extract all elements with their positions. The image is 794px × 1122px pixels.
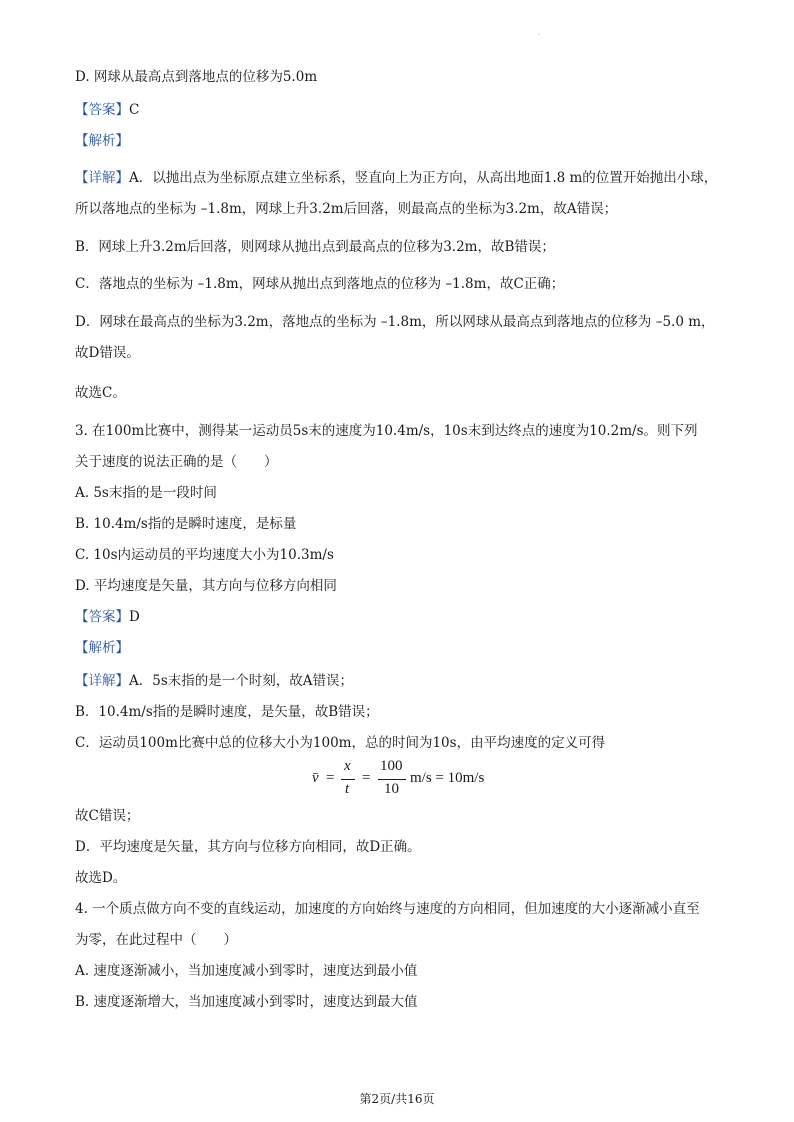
text-line-q3-optD — [75, 576, 337, 596]
line-text: A. 5s末指的是一段时间 — [75, 485, 217, 501]
formula-lhs: v̄ — [312, 770, 319, 786]
text-line-q2-optD — [75, 67, 317, 87]
line-text: 故选D。 — [75, 870, 127, 886]
text-line-q3-answer — [75, 607, 140, 627]
line-text: D．平均速度是矢量，其方向与位移方向相同，故D正确。 — [75, 839, 421, 855]
section-label: 【答案】 — [75, 609, 129, 625]
line-text: 故C错误； — [75, 808, 140, 824]
line-text: B. 速度逐渐增大，当加速度减小到零时，速度达到最大值 — [75, 994, 418, 1010]
line-text: 3. 在100m比赛中，测得某一运动员5s末的速度为10.4m/s，10s末到达终点的速度为10.2m/s。则下列 — [75, 423, 698, 439]
text-line-q2-answer — [75, 100, 139, 120]
text-line-q3-d4 — [75, 806, 139, 826]
line-text: D．网球在最高点的坐标为3.2m，落地点的坐标为 –1.8m，所以网球从最高点到落地点的位移为 –5.0 m， — [75, 314, 715, 330]
formula-frac2-den: 10 — [384, 781, 399, 797]
page-footer: 第2页/共16页 — [359, 1092, 435, 1106]
line-text: B．10.4m/s指的是瞬时速度，是矢量，故B错误； — [75, 704, 379, 720]
formula-frac1-num: x — [344, 758, 351, 774]
text-line-q3-stem2 — [75, 452, 278, 472]
line-text: C．运动员100m比赛中总的位移大小为100m，总的时间为10s，由平均速度的定义可得 — [75, 735, 606, 751]
section-label: 【解析】 — [75, 133, 129, 149]
text-line-q2-d2 — [75, 199, 617, 219]
formula-eq1: = — [326, 770, 335, 786]
text-line-q4-optA — [75, 961, 417, 981]
text-line-q2-d3 — [75, 237, 555, 257]
fraction-bar — [341, 779, 355, 780]
text-line-q3-optA — [75, 483, 217, 503]
text-line-q3-stem1 — [75, 421, 698, 441]
line-text: 4. 一个质点做方向不变的直线运动，加速度的方向始终与速度的方向相同，但加速度的大小逐渐减小直至 — [75, 901, 700, 917]
text-line-q3-d5 — [75, 837, 421, 857]
line-text: 故D错误。 — [75, 345, 140, 361]
text-line-q2-d5 — [75, 312, 715, 332]
line-text: C — [129, 102, 140, 118]
text-line-q3-optC — [75, 545, 334, 565]
average-velocity-formula — [312, 760, 502, 800]
text-line-q2-d4 — [75, 274, 564, 294]
text-line-q3-d3 — [75, 733, 605, 753]
formula-rhs: m/s = 10m/s — [410, 770, 485, 786]
text-line-q3-d1 — [75, 671, 353, 691]
line-text: C. 10s内运动员的平均速度大小为10.3m/s — [75, 547, 334, 563]
line-text: A．以抛出点为坐标原点建立坐标系，竖直向上为正方向，从高出地面1.8 m的位置开始抛出小球， — [129, 170, 718, 186]
fraction-bar — [378, 779, 406, 780]
text-line-q4-stem1 — [75, 899, 700, 919]
text-line-q3-d2 — [75, 702, 379, 722]
line-text: B. 10.4m/s指的是瞬时速度，是标量 — [75, 516, 297, 532]
line-text: B．网球上升3.2m后回落，则网球从抛出点到最高点的位移为3.2m，故B错误； — [75, 239, 555, 255]
line-text: A．5s末指的是一个时刻，故A错误； — [129, 673, 354, 689]
text-line-q2-analysis — [75, 131, 129, 151]
formula-eq2: = — [362, 770, 371, 786]
text-line-q3-optB — [75, 514, 296, 534]
line-text: D — [129, 609, 140, 625]
text-line-q2-d1 — [75, 168, 717, 188]
text-line-q2-choose — [75, 383, 126, 403]
text-line-q3-analysis — [75, 638, 129, 658]
section-label: 【答案】 — [75, 102, 129, 118]
line-text: 为零，在此过程中（ ） — [75, 932, 237, 948]
text-line-q4-optB — [75, 992, 418, 1012]
text-line-q4-stem2 — [75, 930, 237, 950]
line-text: 所以落地点的坐标为 –1.8m，网球上升3.2m后回落，则最高点的坐标为3.2m，故A错误； — [75, 201, 618, 217]
line-text: 故选C。 — [75, 385, 126, 401]
line-text: D. 平均速度是矢量，其方向与位移方向相同 — [75, 578, 337, 594]
line-text: 关于速度的说法正确的是（ ） — [75, 454, 278, 470]
line-text: A. 速度逐渐减小，当加速度减小到零时，速度达到最小值 — [75, 963, 418, 979]
formula-frac1-den: t — [345, 781, 350, 797]
section-label: 【解析】 — [75, 640, 129, 656]
section-label: 【详解】 — [75, 170, 129, 186]
section-label: 【详解】 — [75, 673, 129, 689]
line-text: D. 网球从最高点到落地点的位移为5.0m — [75, 69, 318, 85]
text-line-q3-choose — [75, 868, 126, 888]
scan-mark: . — [538, 30, 540, 37]
formula-frac2-num: 100 — [380, 758, 403, 774]
text-line-q2-d6 — [75, 343, 140, 363]
line-text: C．落地点的坐标为 –1.8m，网球从抛出点到落地点的位移为 –1.8m，故C正确； — [75, 276, 565, 292]
